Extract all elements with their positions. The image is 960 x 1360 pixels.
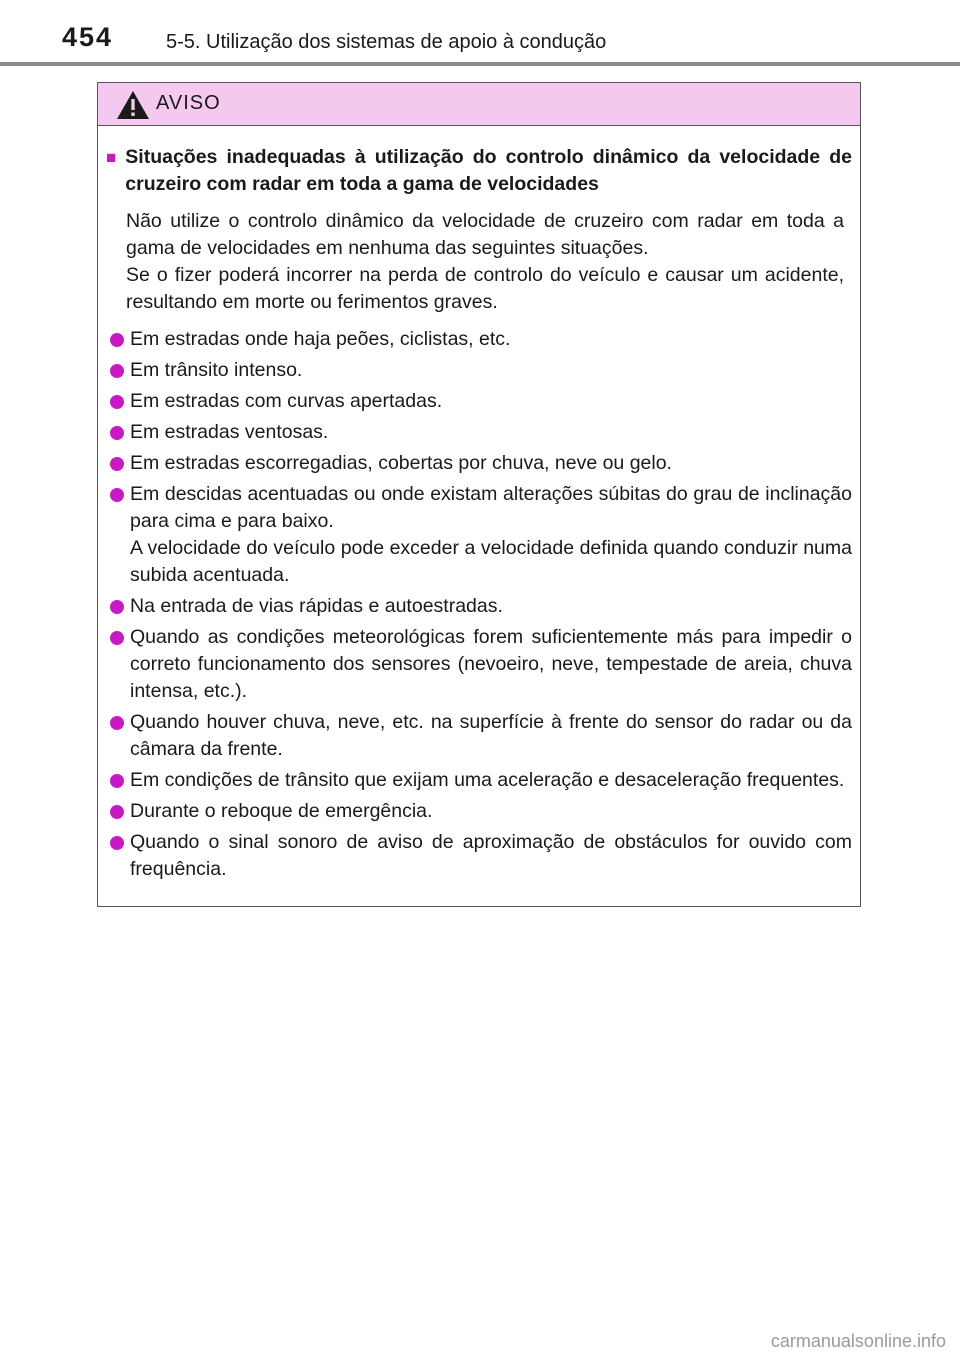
situation-text [130, 388, 852, 415]
situation-text [130, 450, 852, 477]
warning-triangle-icon [116, 90, 150, 120]
intro-paragraph: Não utilize o controlo dinâmico da velocidade de cruzeiro com radar em toda a gama de velocidades em nenhuma das seguintes situações. [126, 210, 844, 259]
situation-line: Quando o sinal sonoro de aviso de aproximação de obstáculos for ouvido com frequência. [130, 831, 852, 880]
situation-line: Em trânsito intenso. [130, 359, 303, 381]
circle-bullet-icon [110, 600, 124, 614]
watermark: carmanualsonline.info [770, 1331, 946, 1351]
page-number: 454 [62, 22, 114, 52]
situation-line: Em descidas acentuadas ou onde existam alterações súbitas do grau de inclinação para cima e para baixo. [130, 483, 852, 532]
warning-body [98, 126, 860, 883]
situation-text [130, 326, 852, 353]
circle-bullet-icon [110, 395, 124, 409]
situation-list-item [110, 624, 852, 705]
circle-bullet-icon [110, 836, 124, 850]
situation-text [130, 709, 852, 763]
circle-bullet-icon [110, 333, 124, 347]
situation-list-item [110, 481, 852, 589]
situation-text [130, 767, 852, 794]
situation-line: Em estradas escorregadias, cobertas por chuva, neve ou gelo. [130, 452, 672, 474]
situation-list-item [110, 709, 852, 763]
intro-paragraph: Se o fizer poderá incorrer na perda de controlo do veículo e causar um acidente, resultando em morte ou ferimentos graves. [126, 264, 844, 313]
situation-text [130, 593, 852, 620]
situation-text [130, 798, 852, 825]
situation-list [110, 326, 852, 883]
section-title: 5-5. Utilização dos sistemas de apoio à condução [166, 31, 607, 53]
situation-list-item [110, 450, 852, 477]
situation-line: Em estradas com curvas apertadas. [130, 390, 443, 412]
situation-line: Durante o reboque de emergência. [130, 800, 433, 822]
situation-line: A velocidade do veículo pode exceder a velocidade definida quando conduzir numa subida acentuada. [130, 537, 852, 586]
situation-text [130, 357, 852, 384]
header-rule [0, 62, 960, 66]
circle-bullet-icon [110, 631, 124, 645]
situation-line: Em estradas onde haja peões, ciclistas, etc. [130, 328, 511, 350]
situation-line: Em estradas ventosas. [130, 421, 329, 443]
situation-list-item [110, 829, 852, 883]
situation-list-item [110, 326, 852, 353]
circle-bullet-icon [110, 488, 124, 502]
warning-intro [126, 208, 844, 316]
warning-header [98, 83, 860, 126]
situation-list-item [110, 419, 852, 446]
circle-bullet-icon [110, 774, 124, 788]
situation-text [130, 481, 852, 589]
warning-heading [106, 144, 852, 198]
situation-list-item [110, 767, 852, 794]
situation-list-item [110, 388, 852, 415]
circle-bullet-icon [110, 364, 124, 378]
situation-line: Quando houver chuva, neve, etc. na superfície à frente do sensor do radar ou da câmara da frente. [130, 711, 852, 760]
circle-bullet-icon [110, 457, 124, 471]
warning-box [97, 82, 861, 907]
situation-list-item [110, 357, 852, 384]
situation-list-item [110, 798, 852, 825]
situation-line: Na entrada de vias rápidas e autoestradas. [130, 595, 503, 617]
circle-bullet-icon [110, 716, 124, 730]
square-bullet-icon: ■ [106, 148, 117, 167]
situation-text [130, 419, 852, 446]
circle-bullet-icon [110, 805, 124, 819]
circle-bullet-icon [110, 426, 124, 440]
situation-list-item [110, 593, 852, 620]
warning-label: AVISO [156, 92, 221, 114]
situation-line: Quando as condições meteorológicas forem suficientemente más para impedir o correto funcionamento dos sensores (nevoeiro, neve, tempestade de areia, chuva intensa, etc.). [130, 626, 852, 702]
situation-text [130, 829, 852, 883]
situation-line: Em condições de trânsito que exijam uma aceleração e desaceleração frequentes. [130, 769, 845, 791]
situation-text [130, 624, 852, 705]
warning-heading-text: Situações inadequadas à utilização do controlo dinâmico da velocidade de cruzeiro com radar em toda a gama de velocidades [125, 146, 852, 195]
